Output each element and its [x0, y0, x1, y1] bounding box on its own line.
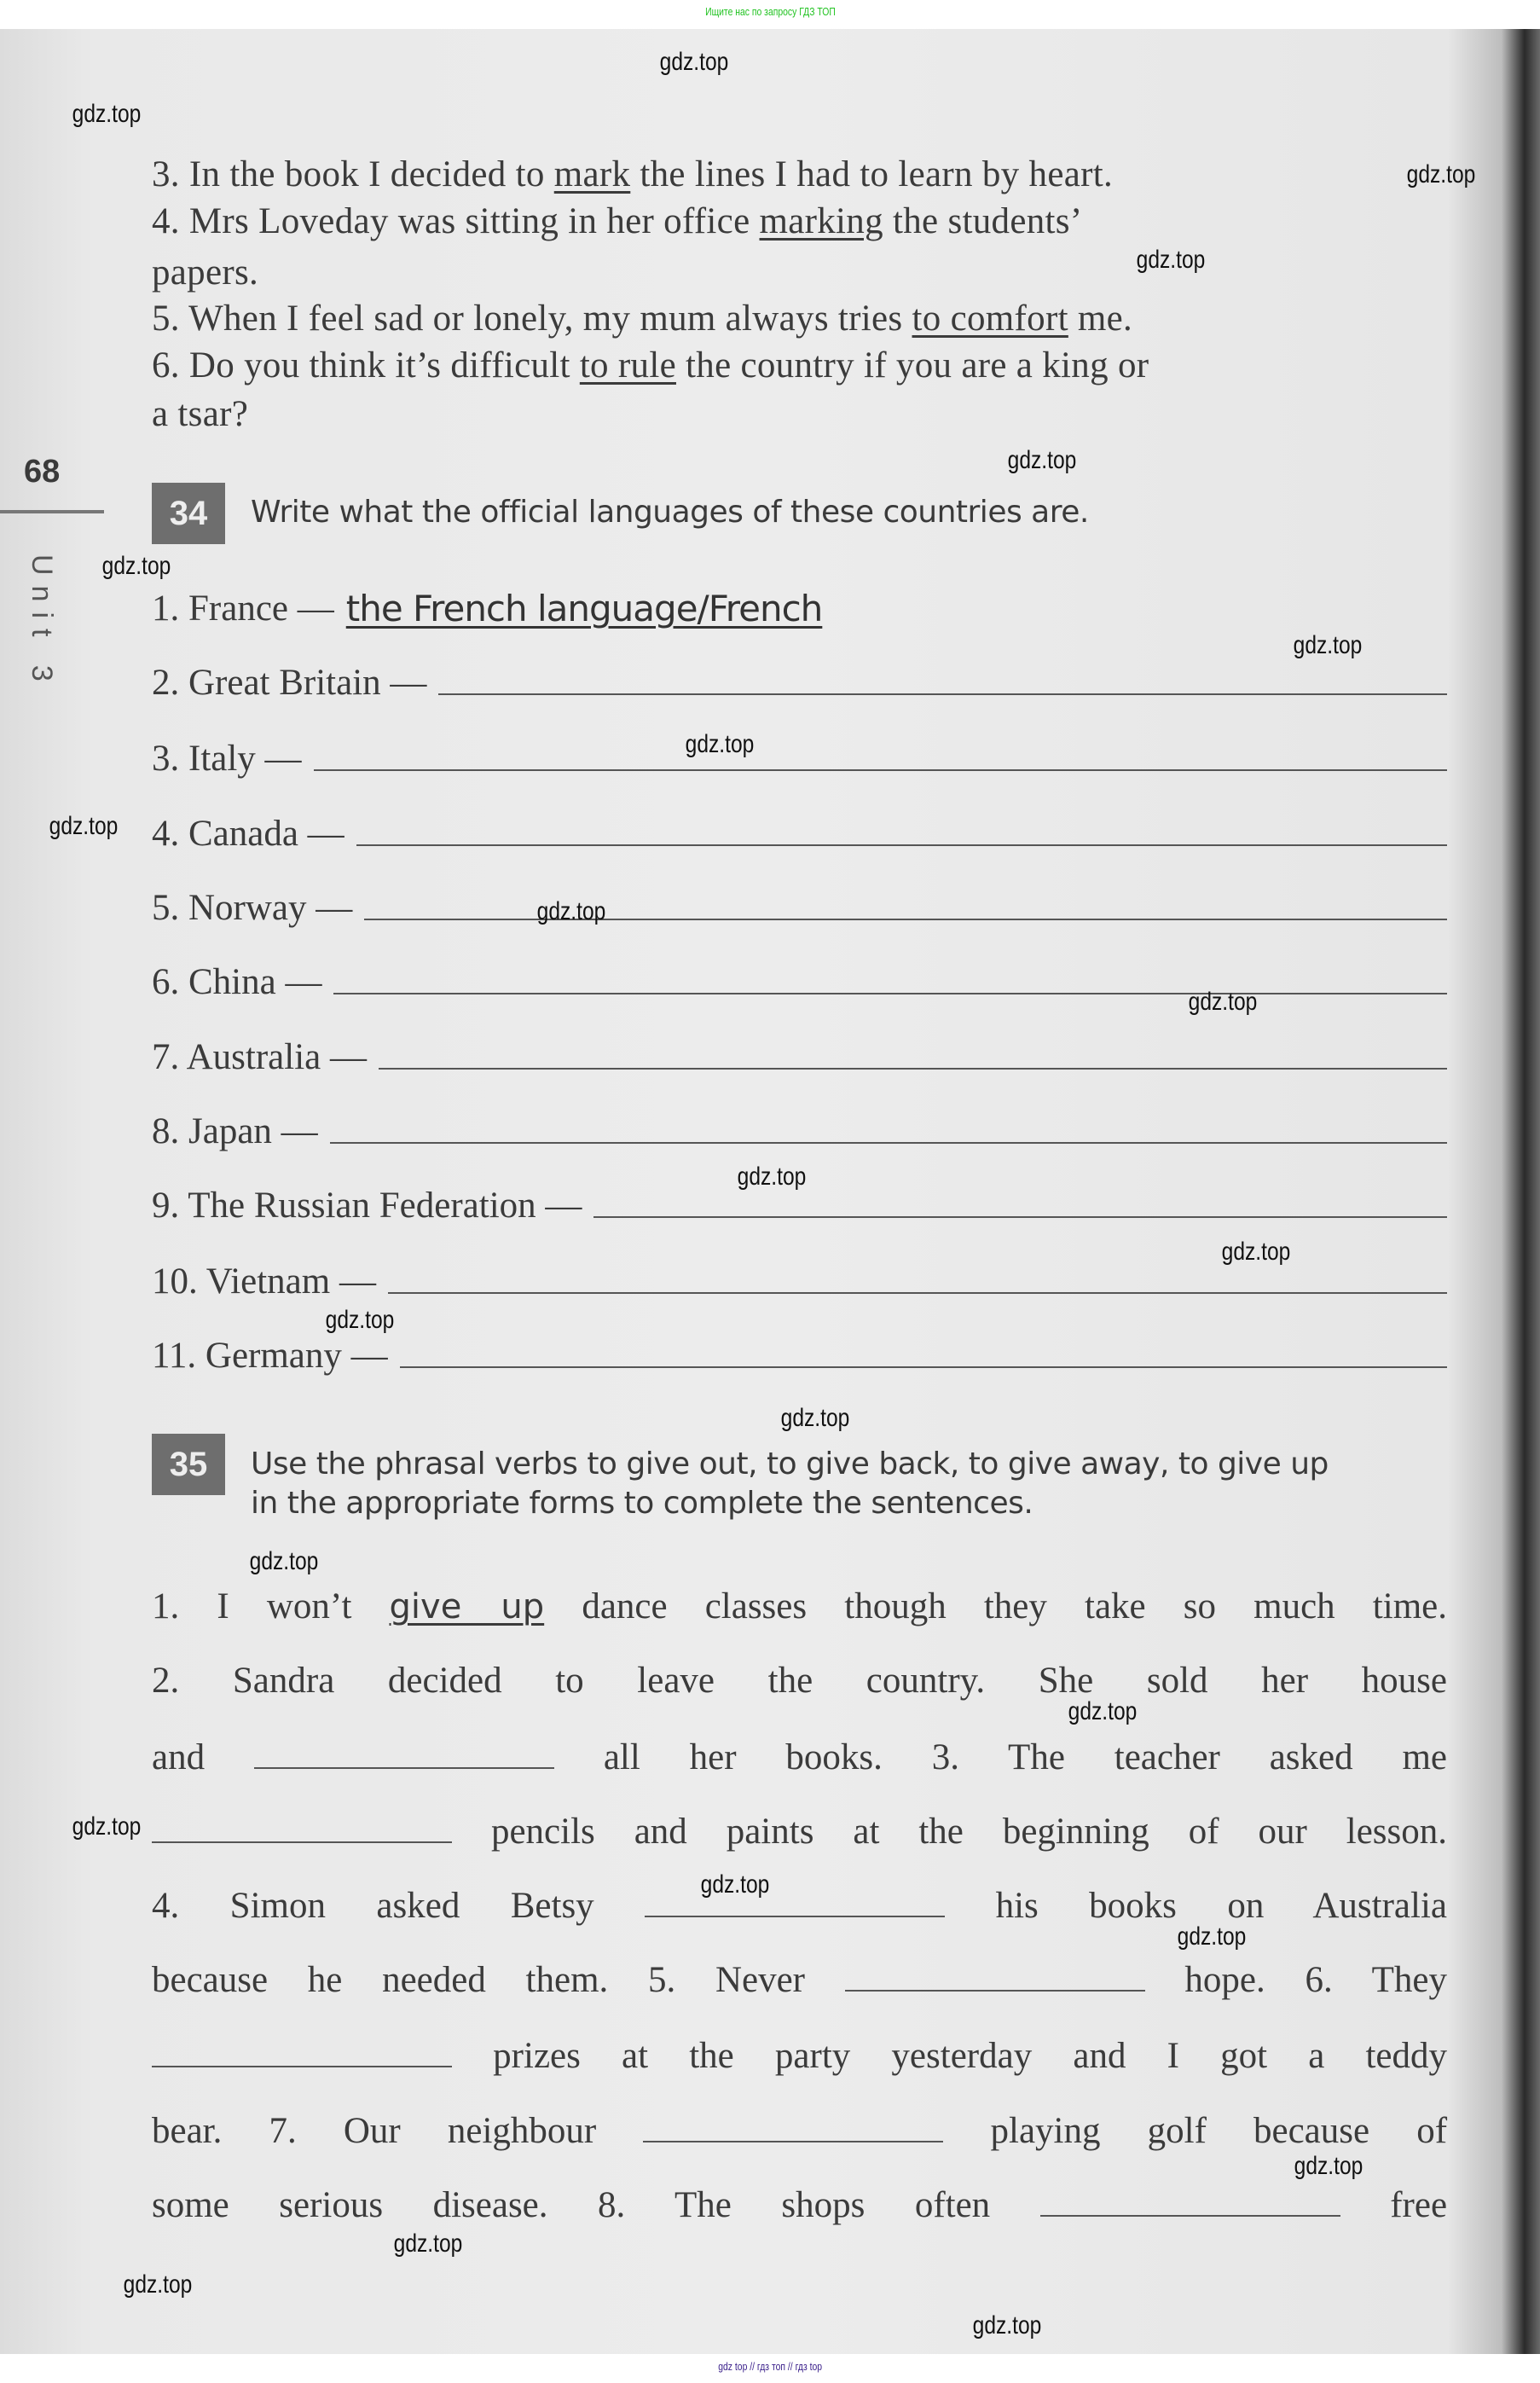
banner-text: Ищите нас по запросу ГДЗ ТОП: [704, 5, 836, 18]
sentence-line: [152, 1659, 1447, 1703]
answer-text: give up: [389, 1587, 545, 1626]
line-text: because he needed them. 5. Never: [152, 1960, 805, 2000]
line-text: 3. In the book I decided to: [152, 154, 554, 194]
sentence-line: [152, 1810, 1447, 1854]
previous-item-line: [152, 251, 1447, 295]
answer-blank[interactable]: [254, 1742, 554, 1769]
watermark-text: gdz.top: [101, 552, 171, 580]
footer-text: gdz top // гдз топ // гдз top: [718, 2360, 822, 2373]
watermark-text: gdz.top: [536, 897, 606, 925]
watermark-text: gdz.top: [1007, 446, 1077, 474]
line-text: the students’: [883, 201, 1083, 241]
country-item: [152, 1334, 1447, 1378]
line-text: 5. When I feel sad or lonely, my mum always tries: [152, 299, 912, 339]
top-banner: [0, 0, 1540, 29]
watermark-text: gdz.top: [700, 1870, 770, 1899]
exercise-35-instruction-line-2: in the appropriate forms to complete the sentences.: [251, 1486, 1033, 1521]
watermark-text: gdz.top: [659, 48, 729, 76]
line-text: his books on Australia: [995, 1886, 1447, 1926]
line-text: a tsar?: [152, 394, 249, 434]
sentence-line: [152, 2034, 1447, 2079]
sentence-line: [152, 2183, 1447, 2228]
line-text: 4. Simon asked Betsy: [152, 1886, 594, 1926]
line-text: prizes at the party yesterday and I got a teddy: [493, 2036, 1448, 2076]
exercise-34-badge: 34: [152, 483, 225, 544]
answer-blank[interactable]: [356, 844, 1447, 846]
country-label: 4. Canada —: [152, 814, 344, 854]
watermark-text: gdz.top: [393, 2229, 463, 2258]
line-text: 1. I won’t: [152, 1586, 352, 1626]
country-item: [152, 1035, 1447, 1080]
answer-blank[interactable]: [438, 693, 1447, 695]
answer-blank[interactable]: [388, 1292, 1447, 1294]
country-item: [152, 1110, 1447, 1154]
underlined-word: mark: [553, 154, 631, 194]
country-label: 10. Vietnam —: [152, 1261, 376, 1302]
answer-blank[interactable]: [400, 1366, 1447, 1368]
sentence-line: [152, 1585, 1447, 1629]
country-item: [152, 587, 1447, 631]
answer-text: the French language/French: [345, 588, 823, 629]
line-text: some serious disease. 8. The shops often: [152, 2185, 991, 2225]
underlined-word: to comfort: [912, 299, 1068, 339]
line-text: playing golf because of: [990, 2111, 1448, 2151]
line-text: and: [152, 1737, 206, 1777]
watermark-text: gdz.top: [685, 730, 755, 758]
underlined-word: marking: [759, 201, 883, 241]
country-label: 5. Norway —: [152, 888, 353, 928]
country-label: 7. Australia —: [152, 1037, 367, 1077]
line-text: bear. 7. Our neighbour: [152, 2111, 597, 2151]
watermark-text: gdz.top: [325, 1306, 395, 1334]
country-label: 6. China —: [152, 962, 322, 1002]
line-text: dance classes though they take so much time.: [582, 1586, 1447, 1626]
page-number-rule: [0, 510, 104, 513]
country-label: 3. Italy —: [152, 739, 302, 779]
watermark-text: gdz.top: [1293, 631, 1363, 659]
line-text: 2. Sandra decided to leave the country. She sold her house: [152, 1661, 1447, 1701]
watermark-text: gdz.top: [1177, 1922, 1247, 1951]
watermark-text: gdz.top: [1188, 988, 1258, 1016]
page-number: 68: [24, 454, 61, 490]
sentence-line: [152, 1884, 1447, 1928]
country-label: 9. The Russian Federation —: [152, 1186, 582, 1226]
answer-blank[interactable]: [643, 2115, 943, 2142]
answer-blank[interactable]: [152, 1816, 452, 1843]
line-text: 4. Mrs Loveday was sitting in her office: [152, 201, 760, 241]
sentence-line: [152, 1958, 1447, 2003]
line-text: pencils and paints at the beginning of our lesson.: [490, 1812, 1448, 1852]
line-text: me.: [1068, 299, 1133, 339]
line-text: free: [1390, 2185, 1448, 2225]
watermark-text: gdz.top: [1068, 1697, 1138, 1725]
line-text: the country if you are a king or: [675, 345, 1149, 386]
watermark-text: gdz.top: [972, 2311, 1042, 2340]
answer-blank[interactable]: [1040, 2189, 1340, 2217]
unit-label: Unit 3: [26, 554, 58, 692]
watermark-text: gdz.top: [1221, 1238, 1291, 1266]
exercise-34-instruction: Write what the official languages of these countries are.: [251, 495, 1089, 530]
line-text: papers.: [152, 252, 259, 293]
answer-blank[interactable]: [330, 1142, 1447, 1144]
watermark-text: gdz.top: [780, 1404, 850, 1432]
bottom-footer: [0, 2354, 1540, 2383]
sentence-line: [152, 2109, 1447, 2154]
country-label: 11. Germany —: [152, 1336, 388, 1376]
underlined-word: to rule: [579, 345, 676, 386]
exercise-35-badge: 35: [152, 1434, 225, 1495]
watermark-text: gdz.top: [123, 2270, 193, 2299]
previous-item-line: [152, 344, 1447, 388]
country-item: [152, 812, 1447, 856]
answer-blank[interactable]: [314, 769, 1447, 771]
answer-blank[interactable]: [845, 1964, 1145, 1992]
country-label: 8. Japan —: [152, 1111, 318, 1151]
country-item: [152, 661, 1447, 705]
answer-blank[interactable]: [333, 993, 1447, 994]
sentence-line: [152, 1736, 1447, 1780]
previous-item-line: [152, 392, 1447, 437]
watermark-text: gdz.top: [249, 1547, 319, 1575]
answer-blank[interactable]: [152, 2040, 452, 2067]
answer-blank[interactable]: [364, 919, 1447, 920]
line-text: 6. Do you think it’s difficult: [152, 345, 580, 386]
previous-item-line: [152, 153, 1447, 197]
previous-item-line: [152, 200, 1447, 244]
watermark-text: gdz.top: [737, 1163, 807, 1191]
watermark-text: gdz.top: [1136, 246, 1206, 274]
answer-blank[interactable]: [645, 1890, 945, 1917]
watermark-text: gdz.top: [1294, 2152, 1363, 2180]
watermark-text: gdz.top: [1406, 160, 1476, 188]
country-label: 1. France —: [152, 589, 334, 629]
exercise-35-instruction-line-1: Use the phrasal verbs to give out, to give back, to give away, to give up: [251, 1447, 1329, 1481]
line-text: all her books. 3. The teacher asked me: [603, 1737, 1448, 1777]
answer-blank[interactable]: [593, 1216, 1447, 1218]
line-text: hope. 6. They: [1184, 1960, 1447, 2000]
line-text: the lines I had to learn by heart.: [630, 154, 1114, 194]
country-item: [152, 737, 1447, 781]
country-item: [152, 886, 1447, 931]
answer-blank[interactable]: [379, 1068, 1447, 1070]
watermark-text: gdz.top: [72, 1812, 142, 1841]
watermark-text: gdz.top: [49, 812, 119, 840]
watermark-text: gdz.top: [72, 100, 142, 128]
previous-item-line: [152, 297, 1447, 341]
country-label: 2. Great Britain —: [152, 663, 427, 703]
